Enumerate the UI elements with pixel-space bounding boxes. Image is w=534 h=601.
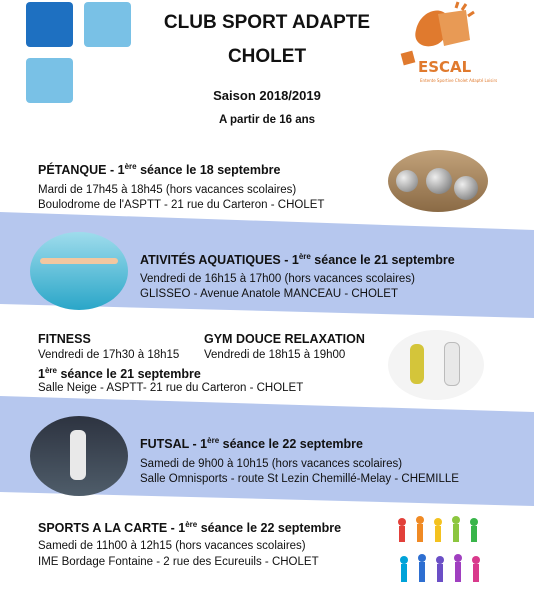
gym-title: GYM DOUCE RELAXATION <box>204 332 365 346</box>
logo-text: ESCAL <box>418 58 472 76</box>
swimmers <box>40 258 118 264</box>
sports-silhouettes <box>392 514 488 596</box>
logo-subtext: Entente Sportive Cholet Adapté Loisirs <box>420 78 498 83</box>
petanque-photo <box>388 150 488 212</box>
title-club: CLUB SPORT ADAPTE <box>163 12 371 33</box>
runner-2 <box>444 342 460 386</box>
petanque-ball <box>454 176 478 200</box>
futsal-location: Salle Omnisports - route St Lezin Chemillé-Melay - CHEMILLE <box>140 473 459 485</box>
aquatic-title: ATIVITÉS AQUATIQUES - 1ère séance le 21 septembre <box>140 252 455 268</box>
aquatic-location: GLISSEO - Avenue Anatole MANCEAU - CHOLET <box>140 288 399 300</box>
futsal-schedule: Samedi de 9h00 à 10h15 (hors vacances scolaires) <box>140 458 403 470</box>
petanque-title: PÉTANQUE - 1ère séance le 18 septembre <box>38 162 281 178</box>
football-player <box>70 430 86 480</box>
runner-1 <box>410 344 424 384</box>
futsal-photo <box>30 416 128 496</box>
carte-location: IME Bordage Fontaine - 2 rue des Ecureuils - CHOLET <box>38 556 319 568</box>
season: Saison 2018/2019 <box>213 88 321 103</box>
fitness-title: FITNESS <box>38 332 91 346</box>
title-city: CHOLET <box>227 46 307 67</box>
fitness-location: Salle Neige - ASPTT- 21 rue du Carteron - CHOLET <box>38 382 304 394</box>
silhouette-row-bottom <box>400 554 480 582</box>
petanque-ball <box>396 170 418 192</box>
escal-logo <box>398 0 498 92</box>
carte-title: SPORTS A LA CARTE - 1ère séance le 22 septembre <box>38 520 342 536</box>
aquatic-photo <box>30 232 128 310</box>
aquatic-schedule: Vendredi de 16h15 à 17h00 (hors vacances scolaires) <box>140 273 415 285</box>
petanque-schedule: Mardi de 17h45 à 18h45 (hors vacances scolaires) <box>38 184 297 196</box>
carte-schedule: Samedi de 11h00 à 12h15 (hors vacances scolaires) <box>38 540 306 552</box>
fitness-photo <box>388 330 484 400</box>
petanque-location: Boulodrome de l'ASPTT - 21 rue du Carteron - CHOLET <box>38 199 325 211</box>
petanque-ball <box>426 168 452 194</box>
fitness-first-session: 1ère séance le 21 septembre <box>38 366 201 382</box>
fitness-schedule: Vendredi de 17h30 à 18h15 <box>38 349 180 361</box>
gym-schedule: Vendredi de 18h15 à 19h00 <box>204 349 346 361</box>
silhouette-row-top <box>398 516 478 542</box>
age-note: A partir de 16 ans <box>218 114 316 126</box>
futsal-title: FUTSAL - 1ère séance le 22 septembre <box>140 436 363 452</box>
